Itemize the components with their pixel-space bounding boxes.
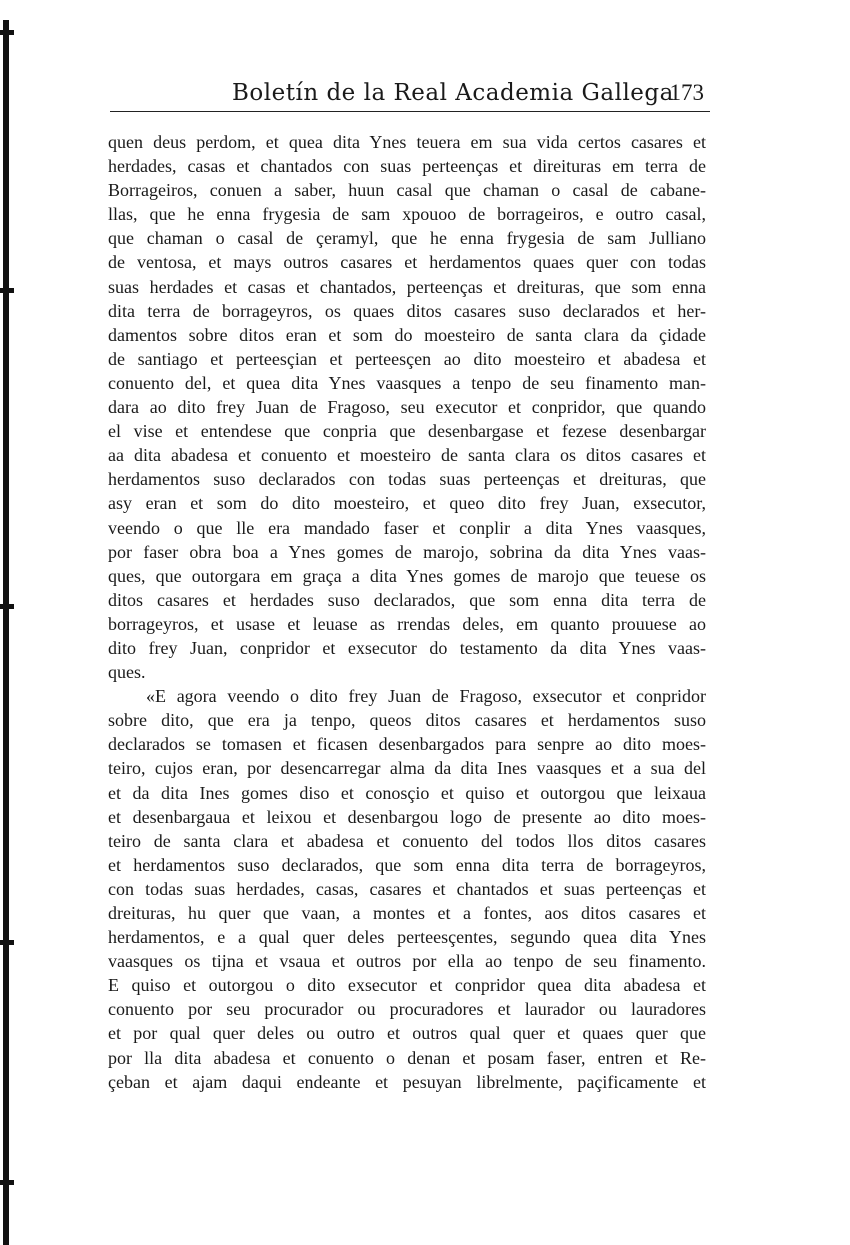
text-line: declarados se tomasen et ficasen desenbargados para senpre ao dito moes- [108, 734, 706, 755]
text-line: vaasques os tijna et vsaua et outros por ella ao tenpo de seu finamento. [108, 951, 706, 972]
text-line: con todas suas herdades, casas, casares et chantados et suas perteenças et [108, 878, 706, 899]
scan-edge-mark [0, 604, 14, 609]
text-line: et herdamentos suso declarados, que som enna dita terra de borrageyros, [108, 854, 706, 875]
scan-edge-mark [0, 30, 14, 35]
text-line: borrageyros, et usase et leuase as rrendas deles, em quanto prouuese ao [108, 613, 706, 634]
text-line: de santiago et perteesçian et perteesçen ao dito moesteiro et abadesa et [108, 348, 706, 369]
scan-edge-mark [0, 940, 14, 945]
text-line: ditos casares et herdades suso declarados, que som enna dita terra de [108, 589, 706, 610]
text-line: por lla dita abadesa et conuento o denan et posam faser, entren et Re- [108, 1047, 706, 1068]
text-line: dara ao dito frey Juan de Fragoso, seu executor et conpridor, que quando [108, 397, 706, 418]
text-line: «E agora veendo o dito frey Juan de Fragoso, exsecutor et conpridor [146, 686, 706, 707]
text-line: conuento por seu procurador ou procuradores et laurador ou lauradores [108, 999, 706, 1020]
text-line: ques. [108, 662, 146, 683]
running-title: Boletín de la Real Academia Gallega [232, 80, 674, 106]
text-line: E quiso et outorgou o dito exsecutor et conpridor quea dita abadesa et [108, 975, 706, 996]
text-line: sobre dito, que era ja tenpo, queos ditos casares et herdamentos suso [108, 710, 706, 731]
page-header [110, 78, 710, 112]
scan-left-edge [3, 20, 9, 1245]
text-line: çeban et ajam daqui endeante et pesuyan librelmente, paçificamente et [108, 1071, 706, 1092]
scan-edge-mark [0, 1180, 14, 1185]
text-line: asy eran et som do dito moesteiro, et queo dito frey Juan, exsecutor, [108, 493, 706, 514]
text-line: dita terra de borrageyros, os quaes ditos casares suso declarados et her- [108, 300, 706, 321]
text-line: herdades, casas et chantados con suas perteenças et direituras em terra de [108, 156, 706, 177]
text-line: et da dita Ines gomes diso et conosçio et quiso et outorgou que leixaua [108, 782, 706, 803]
page-number: 173 [669, 80, 704, 105]
text-line: quen deus perdom, et quea dita Ynes teuera em sua vida certos casares et [108, 132, 706, 152]
text-line: herdamentos, e a qual quer deles perteesçentes, segundo quea dita Ynes [108, 927, 706, 948]
text-line: dreituras, hu quer que vaan, a montes et a fontes, aos ditos casares et [108, 903, 706, 923]
text-line: et por qual quer deles ou outro et outros qual quer et quaes quer que [108, 1023, 706, 1044]
body-text [108, 130, 706, 1094]
text-line: aa dita abadesa et conuento et moesteiro de santa clara os ditos casares et [108, 445, 706, 466]
text-line: ques, que outorgara em graça a dita Ynes gomes de marojo que teuese os [108, 565, 706, 586]
header-rule [110, 111, 710, 112]
text-line: teiro, cujos eran, por desencarregar alma da dita Ines vaasques et a sua del [108, 758, 706, 779]
text-line: por faser obra boa a Ynes gomes de marojo, sobrina da dita Ynes vaas- [108, 541, 706, 562]
text-line: que chaman o casal de çeramyl, que he enna frygesia de sam Julliano [108, 228, 706, 249]
text-line: Borrageiros, conuen a saber, huun casal que chaman o casal de cabane- [108, 180, 706, 201]
text-line: veendo o que lle era mandado faser et conplir a dita Ynes vaasques, [108, 517, 706, 538]
text-line: et desenbargaua et leixou et desenbargou logo de presente ao dito moes- [108, 806, 706, 827]
scan-edge-mark [0, 288, 14, 293]
text-line: herdamentos suso declarados con todas suas perteenças et dreituras, que [108, 469, 706, 490]
text-line: el vise et entendese que conpria que desenbargase et fezese desenbargar [108, 421, 706, 442]
text-line: suas herdades et casas et chantados, perteenças et dreituras, que som enna [108, 276, 706, 297]
text-line: de ventosa, et mays outros casares et herdamentos quaes quer con todas [108, 252, 706, 273]
text-line: damentos sobre ditos eran et som do moesteiro de santa clara da çidade [108, 324, 706, 345]
text-line: conuento del, et quea dita Ynes vaasques a tenpo de seu finamento man- [108, 372, 706, 393]
text-line: dito frey Juan, conpridor et exsecutor do testamento da dita Ynes vaas- [108, 637, 706, 658]
text-line: teiro de santa clara et abadesa et conuento del todos llos ditos casares [108, 830, 706, 851]
text-line: llas, que he enna frygesia de sam xpouoo de borrageiros, e outro casal, [108, 204, 706, 225]
